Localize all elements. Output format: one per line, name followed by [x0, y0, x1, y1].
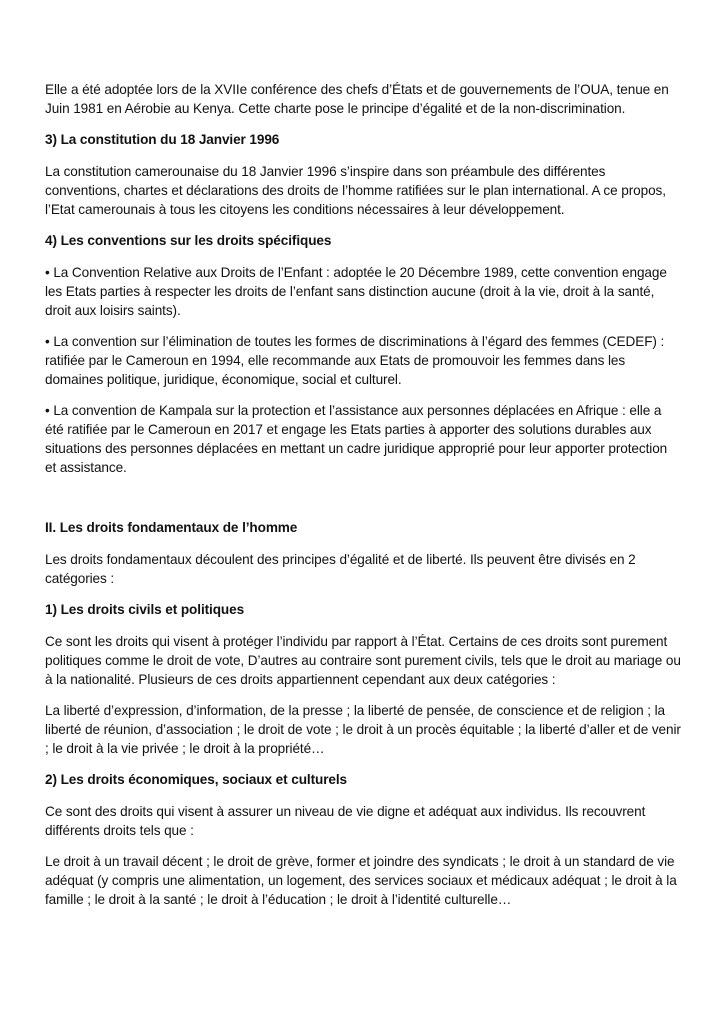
heading-conventions: 4) Les conventions sur les droits spécifiques: [45, 233, 332, 248]
intro-paragraph: Elle a été adoptée lors de la XVIIe conférence des chefs d’États et de gouvernements de l’OUA, tenue en Juin 1981 en Aérobie au Kenya. Cette charte pose le principe d’égalité et de la non-discrimination.: [45, 82, 669, 116]
droits-liste-paragraph: Le droit à un travail décent ; le droit de grève, former et joindre des syndicats ; le droit à un standard de vie adéquat (y compris une alimentation, un logement, des services sociaux et médicaux adéquat ; le droit à la famille ; le droit à la santé ; le droit à l’éducation ; le droit à l’identité culturelle…: [45, 854, 677, 907]
constitution-paragraph: La constitution camerounaise du 18 Janvier 1996 s’inspire dans son préambule des différentes conventions, chartes et déclarations des droits de l’homme ratifiées sur le plan international. A ce propos, l’Etat camerounais à tous les citoyens les conditions nécessaires à leur développement.: [45, 164, 666, 217]
bullet-kampala: • La convention de Kampala sur la protection et l’assistance aux personnes déplacées en Afrique : elle a été ratifiée par le Cameroun en 2017 et engage les Etats parties à apporter des solutions durables aux situations des personnes déplacées en mettant un cadre juridique approprié pour leur apporter protection et assistance.: [45, 403, 668, 475]
bullet-femmes: • La convention sur l’élimination de toutes les formes de discriminations à l’égard des femmes (CEDEF) : ratifiée par le Cameroun en 1994, elle recommande aux Etats de promouvoir les femmes dans les domaines politique, juridique, économique, social et culturel.: [45, 334, 665, 387]
droits-civils-paragraph: Ce sont les droits qui visent à protéger l’individu par rapport à l’État. Certains de ces droits sont purement politiques comme le droit de vote, D’autres au contraire sont purement civils, tels que le droit au mariage ou à la nationalité. Plusieurs de ces droits appartiennent cependant aux deux catégories :: [45, 634, 681, 687]
document-page: [45, 80, 681, 921]
heading-section-2: II. Les droits fondamentaux de l’homme: [45, 520, 298, 535]
section-gap: [45, 489, 681, 518]
heading-constitution: 3) La constitution du 18 Janvier 1996: [45, 132, 280, 147]
bullet-enfant: • La Convention Relative aux Droits de l’Enfant : adoptée le 20 Décembre 1989, cette convention engage les Etats parties à respecter les droits de l’enfant sans distinction aucune (droit à la vie, droit à la santé, droit aux loisirs saints).: [45, 265, 667, 318]
heading-droits-economiques: 2) Les droits économiques, sociaux et culturels: [45, 772, 348, 787]
libertes-paragraph: La liberté d’expression, d’information, de la presse ; la liberté de pensée, de conscience et de religion ; la liberté de réunion, d’association ; le droit de vote ; le droit à un procès équitable ; la liberté d’aller et de venir ; le droit à la vie privée ; le droit à la propriété…: [45, 703, 681, 756]
section-2-paragraph: Les droits fondamentaux découlent des principes d’égalité et de liberté. Ils peuvent être divisés en 2 catégories :: [45, 552, 636, 586]
droits-economiques-paragraph: Ce sont des droits qui visent à assurer un niveau de vie digne et adéquat aux individus. Ils recouvrent différents droits tels que :: [45, 804, 646, 838]
heading-droits-civils: 1) Les droits civils et politiques: [45, 602, 245, 617]
